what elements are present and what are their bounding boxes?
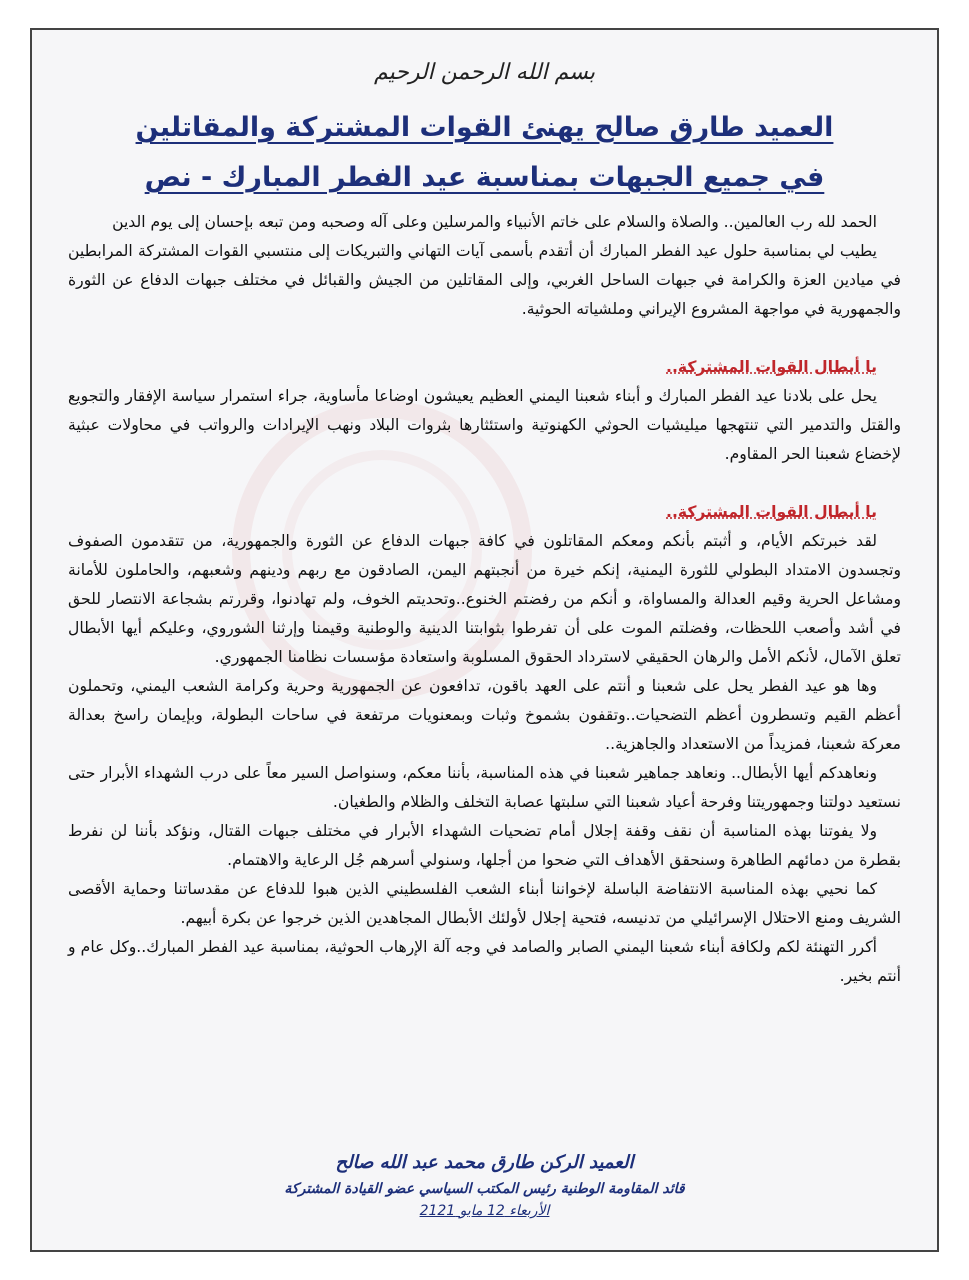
paragraph-pledge: ونعاهدكم أيها الأبطال.. ونعاهد جماهير شعبنا في هذه المناسبة، بأننا معكم، وسنواصل السير معاً على درب الشهداء الأبرار حتى نستعيد دولتنا وجمهوريتنا وفرحة أعياد شعبنا التي سلبتها عصابة التخلف والظلام والطغيان. [68, 764, 901, 811]
document-title-line-1: العميد طارق صالح يهنئ القوات المشتركة والمقاتلين [135, 112, 834, 143]
paragraph-eid: وها هو عيد الفطر يحل على شعبنا و أنتم على العهد باقون، تدافعون عن الجمهورية وحرية وكرامة الشعب اليمني، وتحملون أعظم القيم وتسطرون أعظم التضحيات..وتقفون بشموخ وثبات وبمعنويات مرتفعة في ساحات البطولة، وبإيمان راسخ بعدالة معركة شعبنا، فمزيداً من الاستعداد والجاهزية.. [68, 677, 901, 753]
basmala: بسم الله الرحمن الرحيم [373, 60, 596, 85]
document-title-line-2: في جميع الجبهات بمناسبة عيد الفطر المبارك - نص [144, 162, 825, 193]
paragraph-greeting: يطيب لي بمناسبة حلول عيد الفطر المبارك أن أتقدم بأسمى آيات التهاني والتبريكات إلى منتسبي القوات المشتركة المرابطين في ميادين العزة والكرامة في جبهات الساحل الغربي، وإلى المقاتلين من الجيش والقبائل في مختلف جبهات الدفاع عن الثورة والجمهورية في مواجهة المشروع الإيراني وملشياته الحوثية. [68, 242, 901, 318]
signature-name: العميد الركن طارق محمد عبد الله صالح [335, 1152, 634, 1173]
paragraph-praise: لقد خبرتكم الأيام، و أثبتم بأنكم ومعكم المقاتلون في كافة جبهات الدفاع عن الثورة والجمهورية، من تتقدمون الصفوف وتجسدون الامتداد البطولي للثورة اليمنية، إنكم خيرة من أنجبتهم اليمن، الصادقون مع ربهم ودينهم وشعبهم، والحاملون للأمانة ومشاعل الحرية وقيم العدالة والمساواة، و أنكم من رفضتم الخنوع..وتحديتم الخوف، ولم تهادنوا، وقررتم بشجاعة الانتصار للحق في أشد وأصعب اللحظات، وفضلتم الموت على أن تفرطوا بثوابتنا الدينية والوطنية وقيمنا وإرثنا الشوروي، وعليكم أيها الأبطال تعلق الآمال، لأنكم الأمل والرهان الحقيقي لاسترداد الحقوق المسلوبة واستعادة مؤسسات نظامنا الجمهوري. [68, 532, 901, 666]
signature-date: الأربعاء 12 مايو 2121 [419, 1203, 550, 1219]
section-heading-2: يا أبطال القوات المشتركة.. [666, 503, 877, 521]
signature-block [32, 1152, 937, 1219]
paragraph-closing: أكرر التهنئة لكم ولكافة أبناء شعبنا اليمني الصابر والصامد في وجه آلة الإرهاب الحوثية، بمناسبة عيد الفطر المبارك..وكل عام و أنتم بخير. [68, 938, 901, 985]
document-page [30, 28, 939, 1252]
signature-title: قائد المقاومة الوطنية رئيس المكتب السياسي عضو القيادة المشتركة [284, 1181, 685, 1197]
paragraph-martyrs: ولا يفوتنا بهذه المناسبة أن نقف وقفة إجلال أمام تضحيات الشهداء الأبرار في مختلف جبهات القتال، ونؤكد بأننا لن نفرط بقطرة من دمائهم الطاهرة وسنحقق الأهداف التي ضحوا من أجلها، وسنولي أسرهم جُل الرعاية والاهتمام. [68, 822, 901, 869]
section-heading-1: يا أبطال القوات المشتركة.. [666, 358, 877, 376]
document-body [68, 208, 901, 991]
paragraph-situation: يحل على بلادنا عيد الفطر المبارك و أبناء شعبنا اليمني العظيم يعيشون اوضاعا مأساوية، جراء استمرار سياسة الإفقار والتجويع والقتل والتدمير التي تنتهجها ميليشيات الحوثي الكهنوتية واستئثارها بثروات البلاد ونهب الإيرادات والرواتب في محاولات عبثية لإخضاع شعبنا الحر المقاوم. [68, 387, 901, 463]
paragraph-palestine: كما نحيي بهذه المناسبة الانتفاضة الباسلة لإخواننا أبناء الشعب الفلسطيني الذين هبوا للدفاع عن مقدساتنا وحماية الأقصى الشريف ومنع الاحتلال الإسرائيلي من تدنيسه، فتحية إجلال لأولئك الأبطال المجاهدين الذين خرجوا عن بكرة أبيهم. [68, 880, 901, 927]
paragraph-opening: الحمد لله رب العالمين.. والصلاة والسلام على خاتم الأنبياء والمرسلين وعلى آله وصحبه ومن تبعه بإحسان إلى يوم الدين [112, 213, 877, 231]
